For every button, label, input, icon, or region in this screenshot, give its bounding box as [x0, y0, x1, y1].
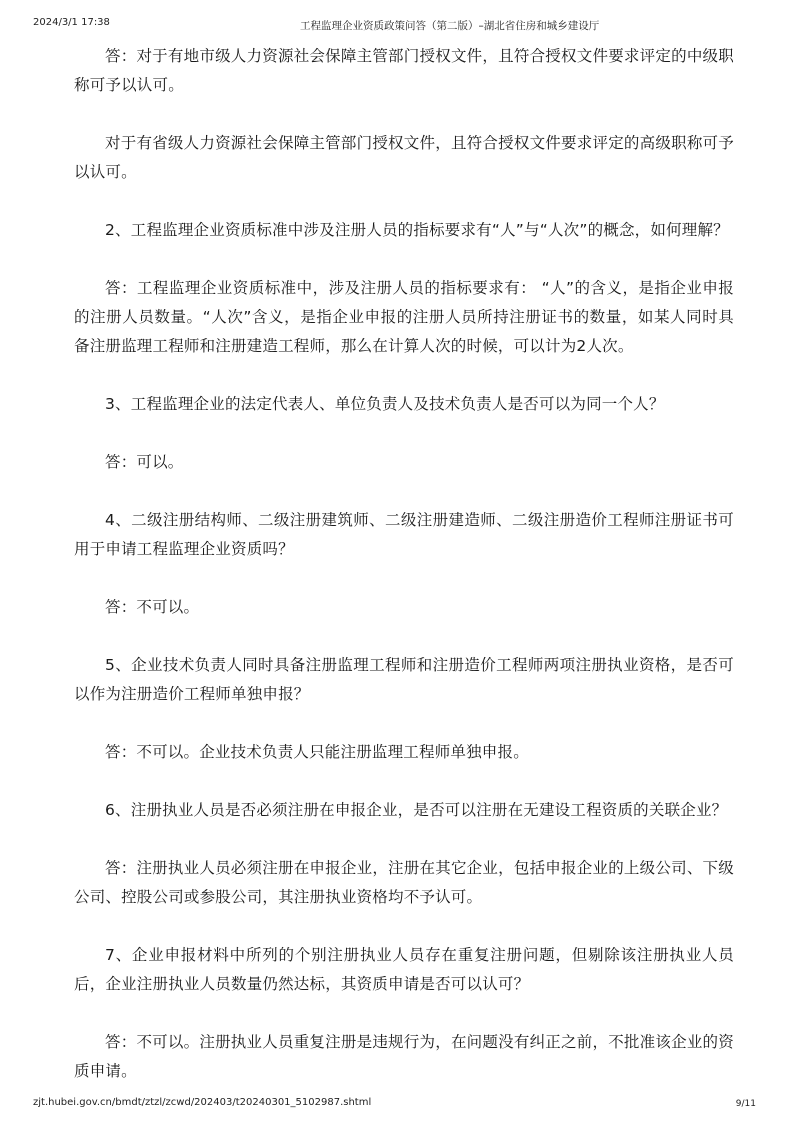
- question-paragraph: 6、注册执业人员是否必须注册在申报企业，是否可以注册在无建设工程资质的关联企业？: [105, 801, 728, 819]
- answer-paragraph: 答：可以。: [105, 453, 184, 471]
- print-datetime: 2024/3/1 17:38: [33, 17, 110, 28]
- answer-paragraph: 答：不可以。: [105, 598, 200, 616]
- answer-paragraph: 答：工程监理企业资质标准中，涉及注册人员的指标要求有： “人”的含义，是指企业申报的注册人员数量。“人次”含义，是指企业申报的注册人员所持注册证书的数量，如某人同时具备注册监理工程师和注册建造工程师，那么在计算人次的时候，可以计为2人次。: [74, 279, 734, 355]
- answer-paragraph: 答：不可以。注册执业人员重复注册是违规行为，在问题没有纠正之前，不批准该企业的资质申请。: [74, 1033, 734, 1080]
- question-paragraph: 5、企业技术负责人同时具备注册监理工程师和注册造价工程师两项注册执业资格，是否可以作为注册造价工程师单独申报？: [74, 656, 734, 703]
- question-paragraph: 3、工程监理企业的法定代表人、单位负责人及技术负责人是否可以为同一个人？: [105, 395, 665, 413]
- page-header-title: 工程监理企业资质政策问答（第二版）–湖北省住房和城乡建设厅: [300, 20, 600, 32]
- page-number: 9/11: [735, 1099, 756, 1109]
- answer-paragraph: 答：注册执业人员必须注册在申报企业，注册在其它企业，包括申报企业的上级公司、下级公司、控股公司或参股公司，其注册执业资格均不予认可。: [74, 859, 734, 906]
- question-paragraph: 7、企业申报材料中所列的个别注册执业人员存在重复注册问题，但剔除该注册执业人员后，企业注册执业人员数量仍然达标，其资质申请是否可以认可？: [74, 946, 734, 993]
- document-body: [74, 42, 734, 1115]
- answer-paragraph: 对于有省级人力资源社会保障主管部门授权文件，且符合授权文件要求评定的高级职称可予以认可。: [74, 134, 734, 181]
- page-url: zjt.hubei.gov.cn/bmdt/ztzl/zcwd/202403/t20240301_5102987.shtml: [33, 1097, 372, 1108]
- question-paragraph: 2、工程监理企业资质标准中涉及注册人员的指标要求有“人”与“人次”的概念，如何理解？: [105, 221, 729, 239]
- answer-paragraph: 答：不可以。企业技术负责人只能注册监理工程师单独申报。: [105, 743, 529, 761]
- question-paragraph: 4、二级注册结构师、二级注册建筑师、二级注册建造师、二级注册造价工程师注册证书可用于申请工程监理企业资质吗？: [74, 511, 734, 558]
- answer-paragraph: 答：对于有地市级人力资源社会保障主管部门授权文件，且符合授权文件要求评定的中级职称可予以认可。: [74, 47, 734, 94]
